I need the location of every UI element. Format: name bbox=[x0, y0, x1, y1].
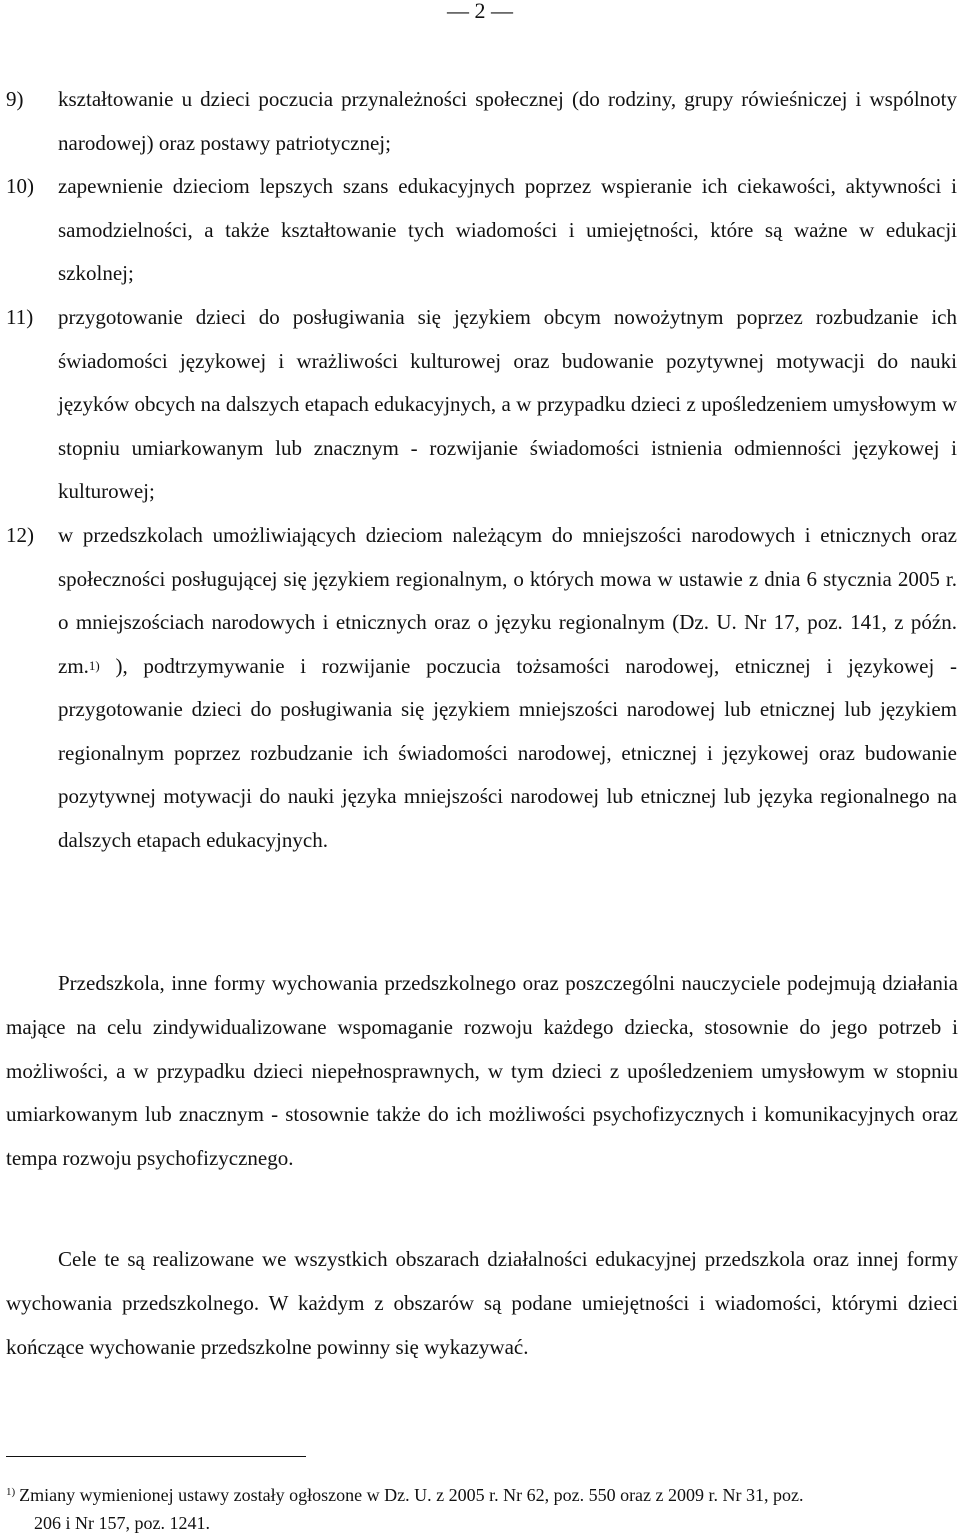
list-item-text: przygotowanie dzieci do posługiwania się językiem obcym nowożytnym poprzez rozbudzanie ich świadomości językowej i wrażliwości kulturowej oraz budowanie pozytywnej motywacji do nauki języków obcych na dalszych etapach edukacyjnych, a w przypadku dzieci z upośledzeniem umysłowym w stopniu umiarkowanym lub znacznym - rozwijanie świadomości istnienia odmienności językowej i kulturowej; bbox=[58, 305, 957, 503]
page-number-value: 2 bbox=[474, 0, 486, 23]
list-item-text: kształtowanie u dzieci poczucia przynależności społecznej (do rodziny, grupy rówieśniczej i wspólnoty narodowej) oraz postawy patriotycznej; bbox=[58, 87, 957, 155]
list-item-text: zapewnienie dzieciom lepszych szans edukacyjnych poprzez wspieranie ich ciekawości, aktywności i samodzielności, a także kształtowanie tych wiadomości i umiejętności, które są ważne w edukacji szkolnej; bbox=[58, 174, 957, 285]
list-item-number: 12) bbox=[6, 523, 34, 547]
page-number: — 2 — bbox=[447, 0, 513, 23]
footnote bbox=[6, 1483, 958, 1536]
body-paragraph: Przedszkola, inne formy wychowania przedszkolnego oraz poszczególni nauczyciele podejmują działania mające na celu zindywidualizowane wspomaganie rozwoju każdego dziecka, stosownie do jego potrzeb i możliwości, a w przypadku dzieci niepełnosprawnych, w tym dzieci z upośledzeniem umysłowym w stopniu umiarkowanym lub znacznym - stosownie także do ich możliwości psychofizycznych i komunikacyjnych oraz tempa rozwoju psychofizycznego. bbox=[6, 971, 958, 1171]
footnote-text: Zmiany wymienionej ustawy zostały ogłoszone w Dz. U. z 2005 r. Nr 62, poz. 550 oraz z 2009 r. Nr 31, poz. bbox=[19, 1485, 804, 1505]
footnote-mark: 1) bbox=[6, 1486, 16, 1498]
list-item-text bbox=[58, 514, 957, 862]
list-item-number: 10) bbox=[6, 174, 34, 198]
list-item-number: 9) bbox=[6, 87, 24, 111]
footnote-line bbox=[6, 1483, 958, 1511]
footnote-line: 206 i Nr 157, poz. 1241. bbox=[34, 1513, 210, 1533]
footnote-separator bbox=[6, 1456, 306, 1457]
body-paragraph: Cele te są realizowane we wszystkich obszarach działalności edukacyjnej przedszkola oraz innej formy wychowania przedszkolnego. W każdym z obszarów są podane umiejętności i wiadomości, którymi dzieci kończące wychowanie przedszkolne powinny się wykazywać. bbox=[6, 1247, 958, 1359]
list-item-text-part2: ), podtrzymywanie i rozwijanie poczucia tożsamości narodowej, etnicznej i językowej - przygotowanie dzieci do posługiwania się językiem mniejszości narodowej lub etnicznej lub językiem regionalnym poprzez rozbudzanie ich świadomości narodowej, etnicznej i językowej oraz budowanie pozytywnej motywacji do nauki języka mniejszości narodowej lub etnicznej lub języka regionalnego na dalszych etapach edukacyjnych. bbox=[58, 653, 957, 852]
footnote-reference: 1) bbox=[88, 657, 100, 673]
list-item-number: 11) bbox=[6, 305, 34, 329]
list-item-text-part1: w przedszkolach umożliwiających dzieciom należącym do mniejszości narodowych i etnicznych oraz społeczności posługującej się językiem regionalnym, o których mowa w ustawie z dnia 6 stycznia 2005 r. o mniejszościach narodowych i etnicznych oraz o języku regionalnym (Dz. U. Nr 17, poz. 141, z późn. zm. bbox=[58, 523, 957, 678]
